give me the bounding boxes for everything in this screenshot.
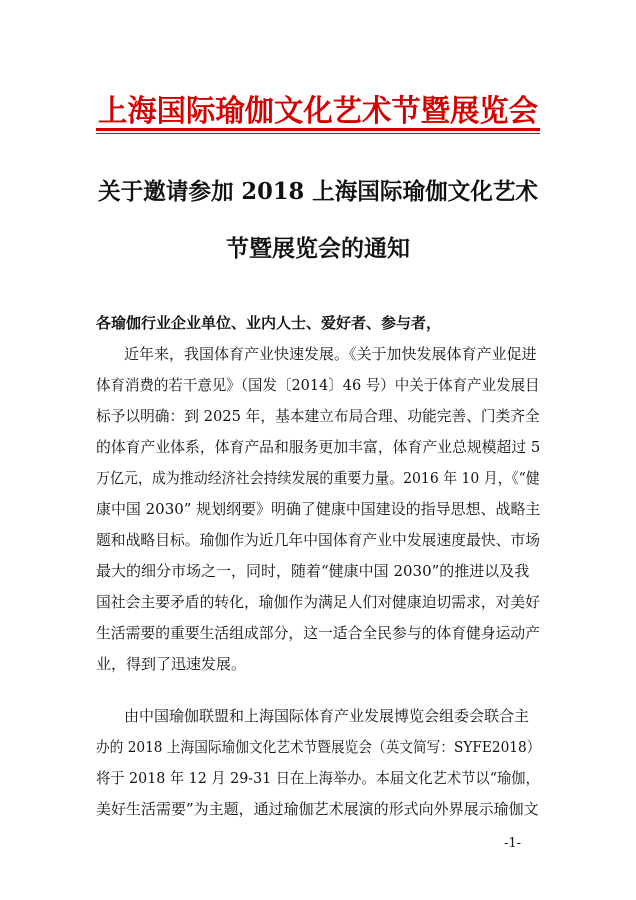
- letterhead-rule-thin: [96, 133, 540, 134]
- body-line: 最大的细分市场之一，同时，随着“健康中国 2030”的推进以及我: [96, 562, 530, 580]
- body-line: 题和战略目标。瑜伽作为近几年中国体育产业中发展速度最快、市场: [96, 531, 541, 549]
- letterhead-title: 上海国际瑜伽文化艺术节暨展览会: [97, 94, 539, 129]
- page-number: -1-: [504, 836, 522, 851]
- body-line: 办的 2018 上海国际瑜伽文化艺术节暨展览会（英文简写：SYFE2018）: [96, 738, 541, 756]
- body-line: 近年来，我国体育产业快速发展。《关于加快发展体育产业促进: [124, 345, 537, 363]
- body-line: 体育消费的若干意见》（国发〔2014〕46 号）中关于体育产业发展目: [96, 376, 540, 394]
- body-line: 业，得到了迅速发展。: [96, 655, 247, 673]
- body-line: 生活需要的重要生活组成部分，这一适合全民参与的体育健身运动产: [96, 624, 541, 642]
- letterhead-rule-thick: [96, 128, 540, 131]
- body-line: 标予以明确：到 2025 年，基本建立布局合理、功能完善、门类齐全: [96, 407, 540, 425]
- body-line: 国社会主要矛盾的转化，瑜伽作为满足人们对健康迫切需求，对美好: [96, 593, 541, 611]
- body-line: 美好生活需要”为主题，通过瑜伽艺术展演的形式向外界展示瑜伽文: [96, 800, 539, 818]
- body-line: 的体育产业体系，体育产品和服务更加丰富，体育产业总规模超过 5: [96, 438, 541, 456]
- body-line: 康中国 2030” 规划纲要》明确了健康中国建设的指导思想、战略主: [96, 500, 541, 518]
- notice-title-line-2: 节暨展览会的通知: [226, 235, 410, 262]
- salutation: 各瑜伽行业企业单位、业内人士、爱好者、参与者，: [96, 314, 442, 332]
- body-line: 由中国瑜伽联盟和上海国际体育产业发展博览会组委会联合主: [124, 707, 530, 725]
- body-line: 将于 2018 年 12 月 29-31 日在上海举办。本届文化艺术节以“瑜伽，: [96, 769, 540, 787]
- notice-title-line-1: 关于邀请参加 2018 上海国际瑜伽文化艺术: [97, 178, 539, 205]
- body-line: 万亿元，成为推动经济社会持续发展的重要力量。2016 年 10 月，《“健: [96, 469, 540, 487]
